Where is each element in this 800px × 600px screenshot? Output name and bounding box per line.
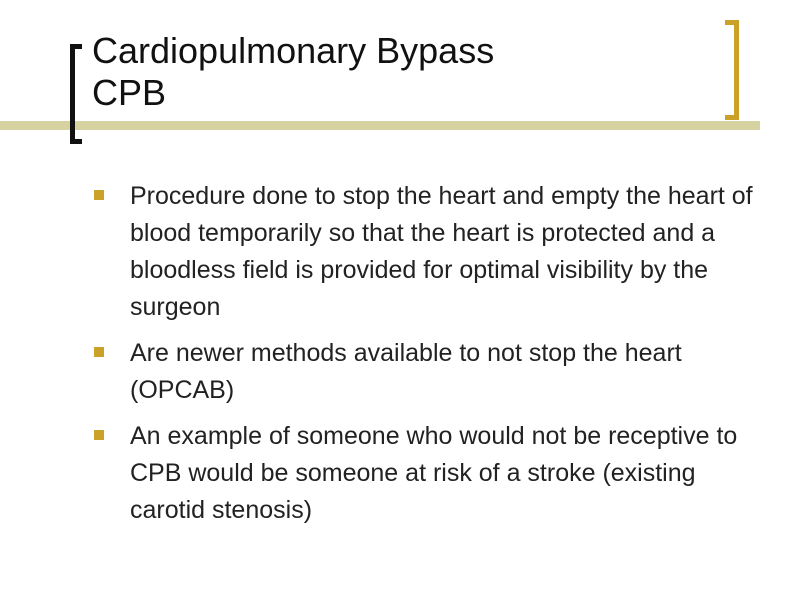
- title-accent-band: [0, 121, 760, 130]
- bullet-item: [92, 178, 762, 326]
- square-bullet-icon: [94, 190, 104, 200]
- bullet-item: [92, 418, 762, 529]
- right-bracket-decoration: [725, 20, 739, 120]
- bullet-text: Are newer methods available to not stop the heart (OPCAB): [130, 339, 682, 404]
- bullet-text: An example of someone who would not be receptive to CPB would be someone at risk of a stroke (existing carotid stenosis): [130, 422, 738, 524]
- left-bracket-decoration: [70, 44, 82, 144]
- bullet-list: [92, 178, 762, 538]
- bullet-text: Procedure done to stop the heart and empty the heart of blood temporarily so that the heart is protected and a bloodless field is provided for optimal visibility by the surgeon: [130, 182, 753, 321]
- slide-title: [92, 30, 494, 114]
- square-bullet-icon: [94, 347, 104, 357]
- bullet-item: [92, 335, 762, 409]
- square-bullet-icon: [94, 430, 104, 440]
- slide-title-line-2: CPB: [92, 72, 167, 113]
- slide-title-line-1: Cardiopulmonary Bypass: [92, 30, 495, 71]
